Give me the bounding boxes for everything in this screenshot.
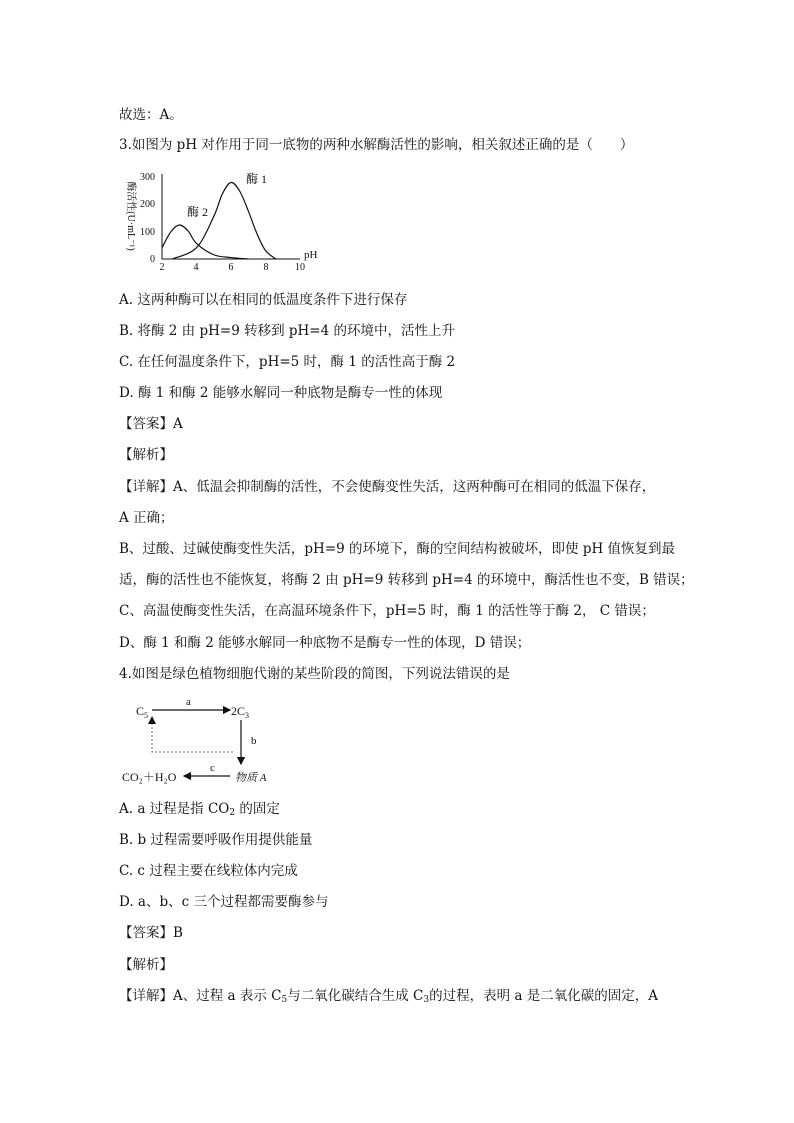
question-4-option-b: B. b 过程需要呼吸作用提供能量 [119, 832, 313, 848]
enzyme-1-label: 酶 1 [246, 172, 268, 186]
c5-label: $C_5$ [136, 704, 149, 720]
previous-answer-line: 故选：A。 [119, 107, 183, 123]
label-c: c [210, 762, 215, 774]
enzyme-2-label: 酶 2 [187, 205, 209, 219]
question-3-answer: 【答案】A [119, 416, 183, 432]
x-tick-8: 8 [263, 262, 269, 272]
y-tick-200: 200 [140, 199, 155, 210]
x-tick-6: 6 [228, 262, 234, 272]
question-4-detail-line-1: 【详解】A、过程 a 表示 $C_5$与二氧化碳结合生成 $C_3$的过程，表明 a 是二氧化碳的固定，A [119, 988, 658, 1005]
question-4-answer: 【答案】B [119, 925, 183, 941]
x-axis-label: pH [304, 249, 318, 261]
y-axis-label: 酶活性(U·mL⁻¹) [125, 181, 136, 251]
label-a: a [186, 696, 191, 708]
question-3-detail-line-3: B、过酸、过碱使酶变性失活，pH=9 的环境下，酶的空间结构被破坏，即使 pH 值恢复到最 [119, 541, 676, 557]
question-3-detail-line-1: 【详解】A、低温会抑制酶的活性，不会使酶变性失活，这两种酶可在相同的低温下保存， [119, 479, 656, 495]
substance-a-label: 物质 A [235, 772, 267, 784]
question-3-detail-line-5: C、高温使酶变性失活，在高温环境条件下，pH=5 时，酶 1 的活性等于酶 2， C 错误； [119, 603, 655, 619]
question-4-option-c: C. c 过程主要在线粒体内完成 [119, 863, 298, 879]
question-3-stem: 3.如图为 pH 对作用于同一底物的两种水解酶活性的影响，相关叙述正确的是（ ） [119, 137, 634, 153]
question-4-stem: 4.如图是绿色植物细胞代谢的某些阶段的简图，下列说法错误的是 [119, 666, 510, 682]
product-label: CO₂＋H₂O [122, 770, 177, 784]
dashed-return-path [152, 720, 233, 752]
question-3-detail-line-2: A 正确； [119, 510, 174, 526]
y-tick-300: 300 [140, 172, 155, 183]
question-4-option-d: D. a、b、c 三个过程都需要酶参与 [119, 894, 329, 910]
question-3-detail-line-6: D、酶 1 和酶 2 能够水解同一种底物不是酶专一性的体现，D 错误； [119, 635, 531, 651]
question-3-option-c: C. 在任何温度条件下，pH=5 时，酶 1 的活性高于酶 2 [119, 354, 456, 370]
c3-label: $2C_3$ [231, 704, 250, 720]
metabolism-diagram [118, 692, 288, 788]
y-ticks [140, 172, 155, 265]
question-3-analysis-title: 【解析】 [119, 447, 173, 463]
question-4-option-a: A. a 过程是指 $CO_2$ 的固定 [119, 801, 280, 818]
dashed-arrowhead [148, 716, 156, 724]
question-3-detail-line-4: 适，酶的活性也不能恢复，将酶 2 由 pH=9 转移到 pH=4 的环境中，酶活性也不变，B 错误； [119, 572, 694, 588]
question-3-option-d: D. 酶 1 和酶 2 能够水解同一种底物是酶专一性的体现 [119, 385, 443, 401]
y-tick-0: 0 [150, 254, 155, 265]
label-b: b [251, 735, 257, 747]
question-3-option-a: A. 这两种酶可以在相同的低温度条件下进行保存 [119, 292, 408, 308]
question-4-analysis-title: 【解析】 [119, 957, 173, 973]
x-tick-10: 10 [295, 262, 305, 272]
y-tick-100: 100 [140, 227, 155, 238]
enzyme-1-curve [172, 182, 276, 259]
enzyme-2-curve [162, 225, 248, 259]
question-3-option-b: B. 将酶 2 由 pH=9 转移到 pH=4 的环境中，活性上升 [119, 323, 455, 339]
enzyme-activity-chart [116, 166, 326, 272]
x-tick-2: 2 [159, 262, 165, 272]
x-ticks [160, 262, 306, 272]
x-tick-4: 4 [193, 262, 199, 272]
